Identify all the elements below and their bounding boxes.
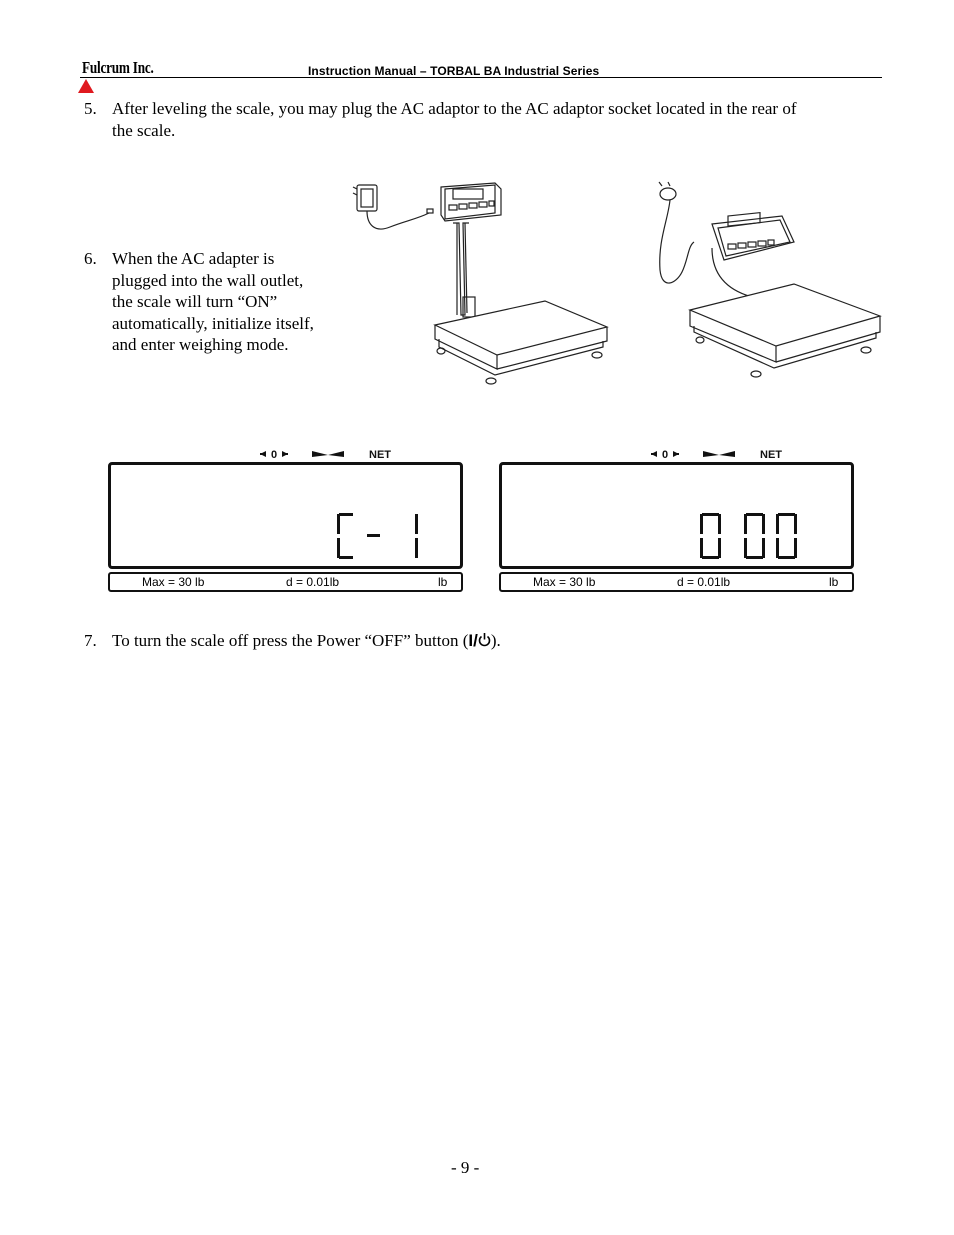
lcd-display-initializing: [106, 444, 466, 596]
step-7-text: [112, 630, 501, 652]
step-7-text-after: ).: [490, 631, 501, 650]
net-annunciator-label: NET: [760, 449, 782, 461]
step-6-line-4: automatically, initialize itself,: [112, 313, 314, 333]
step-7-number: 7.: [84, 631, 97, 650]
indicator-head: [712, 213, 794, 260]
unit-label: lb: [438, 575, 448, 589]
lcd-display-weighing: [497, 444, 857, 596]
net-annunciator-label: NET: [369, 449, 391, 461]
lcd-reading-0-00: [694, 512, 804, 562]
unit-label: lb: [829, 575, 839, 589]
step-6-line-2: plugged into the wall outlet,: [112, 270, 304, 290]
column-scale-illustration: [345, 175, 615, 395]
step-6-line-5: and enter weighing mode.: [112, 335, 289, 354]
step-5-line-1: After leveling the scale, you may plug the AC adaptor to the AC adaptor socket located in the rear of: [112, 99, 797, 118]
header-rule: [80, 77, 882, 78]
step-6-line-1: When the AC adapter is: [112, 249, 275, 268]
scale-column: [453, 223, 475, 317]
header-title: Instruction Manual – TORBAL BA Industrial Series: [308, 64, 600, 78]
max-capacity-label: Max = 30 lb: [142, 575, 205, 589]
stable-annunciator-icon: [312, 451, 344, 457]
step-5-text: [112, 98, 882, 141]
company-logo: Fulcrum Inc.: [82, 58, 154, 77]
max-capacity-label: Max = 30 lb: [533, 575, 596, 589]
stable-annunciator-icon: [703, 451, 735, 457]
step-6-text: [112, 248, 352, 356]
step-7-text-before: To turn the scale off press the Power “OFF” button (: [112, 631, 469, 650]
step-6-line-3: the scale will turn “ON”: [112, 292, 278, 311]
bench-scale-illustration: [652, 180, 887, 385]
power-icon: [478, 632, 491, 647]
annunciator-row: [258, 444, 398, 462]
page-number: - 9 -: [451, 1158, 480, 1177]
logo-triangle-icon: [78, 79, 94, 93]
step-5-line-2: the scale.: [112, 120, 176, 140]
indicator-head: [441, 183, 501, 221]
lcd-reading-c-1: [331, 512, 431, 562]
zero-annunciator-label: 0: [661, 449, 669, 461]
ac-adapter-icon: [353, 185, 433, 229]
lcd-info-bar: [499, 572, 854, 592]
power-button-symbol: I/: [468, 631, 478, 650]
scale-platform: [690, 284, 880, 377]
division-label: d = 0.01lb: [677, 575, 731, 589]
division-label: d = 0.01lb: [286, 575, 340, 589]
step-6-number: 6.: [84, 249, 97, 268]
lcd-info-bar: [108, 572, 463, 592]
step-5-number: 5.: [84, 99, 97, 118]
zero-annunciator-label: 0: [270, 449, 278, 461]
